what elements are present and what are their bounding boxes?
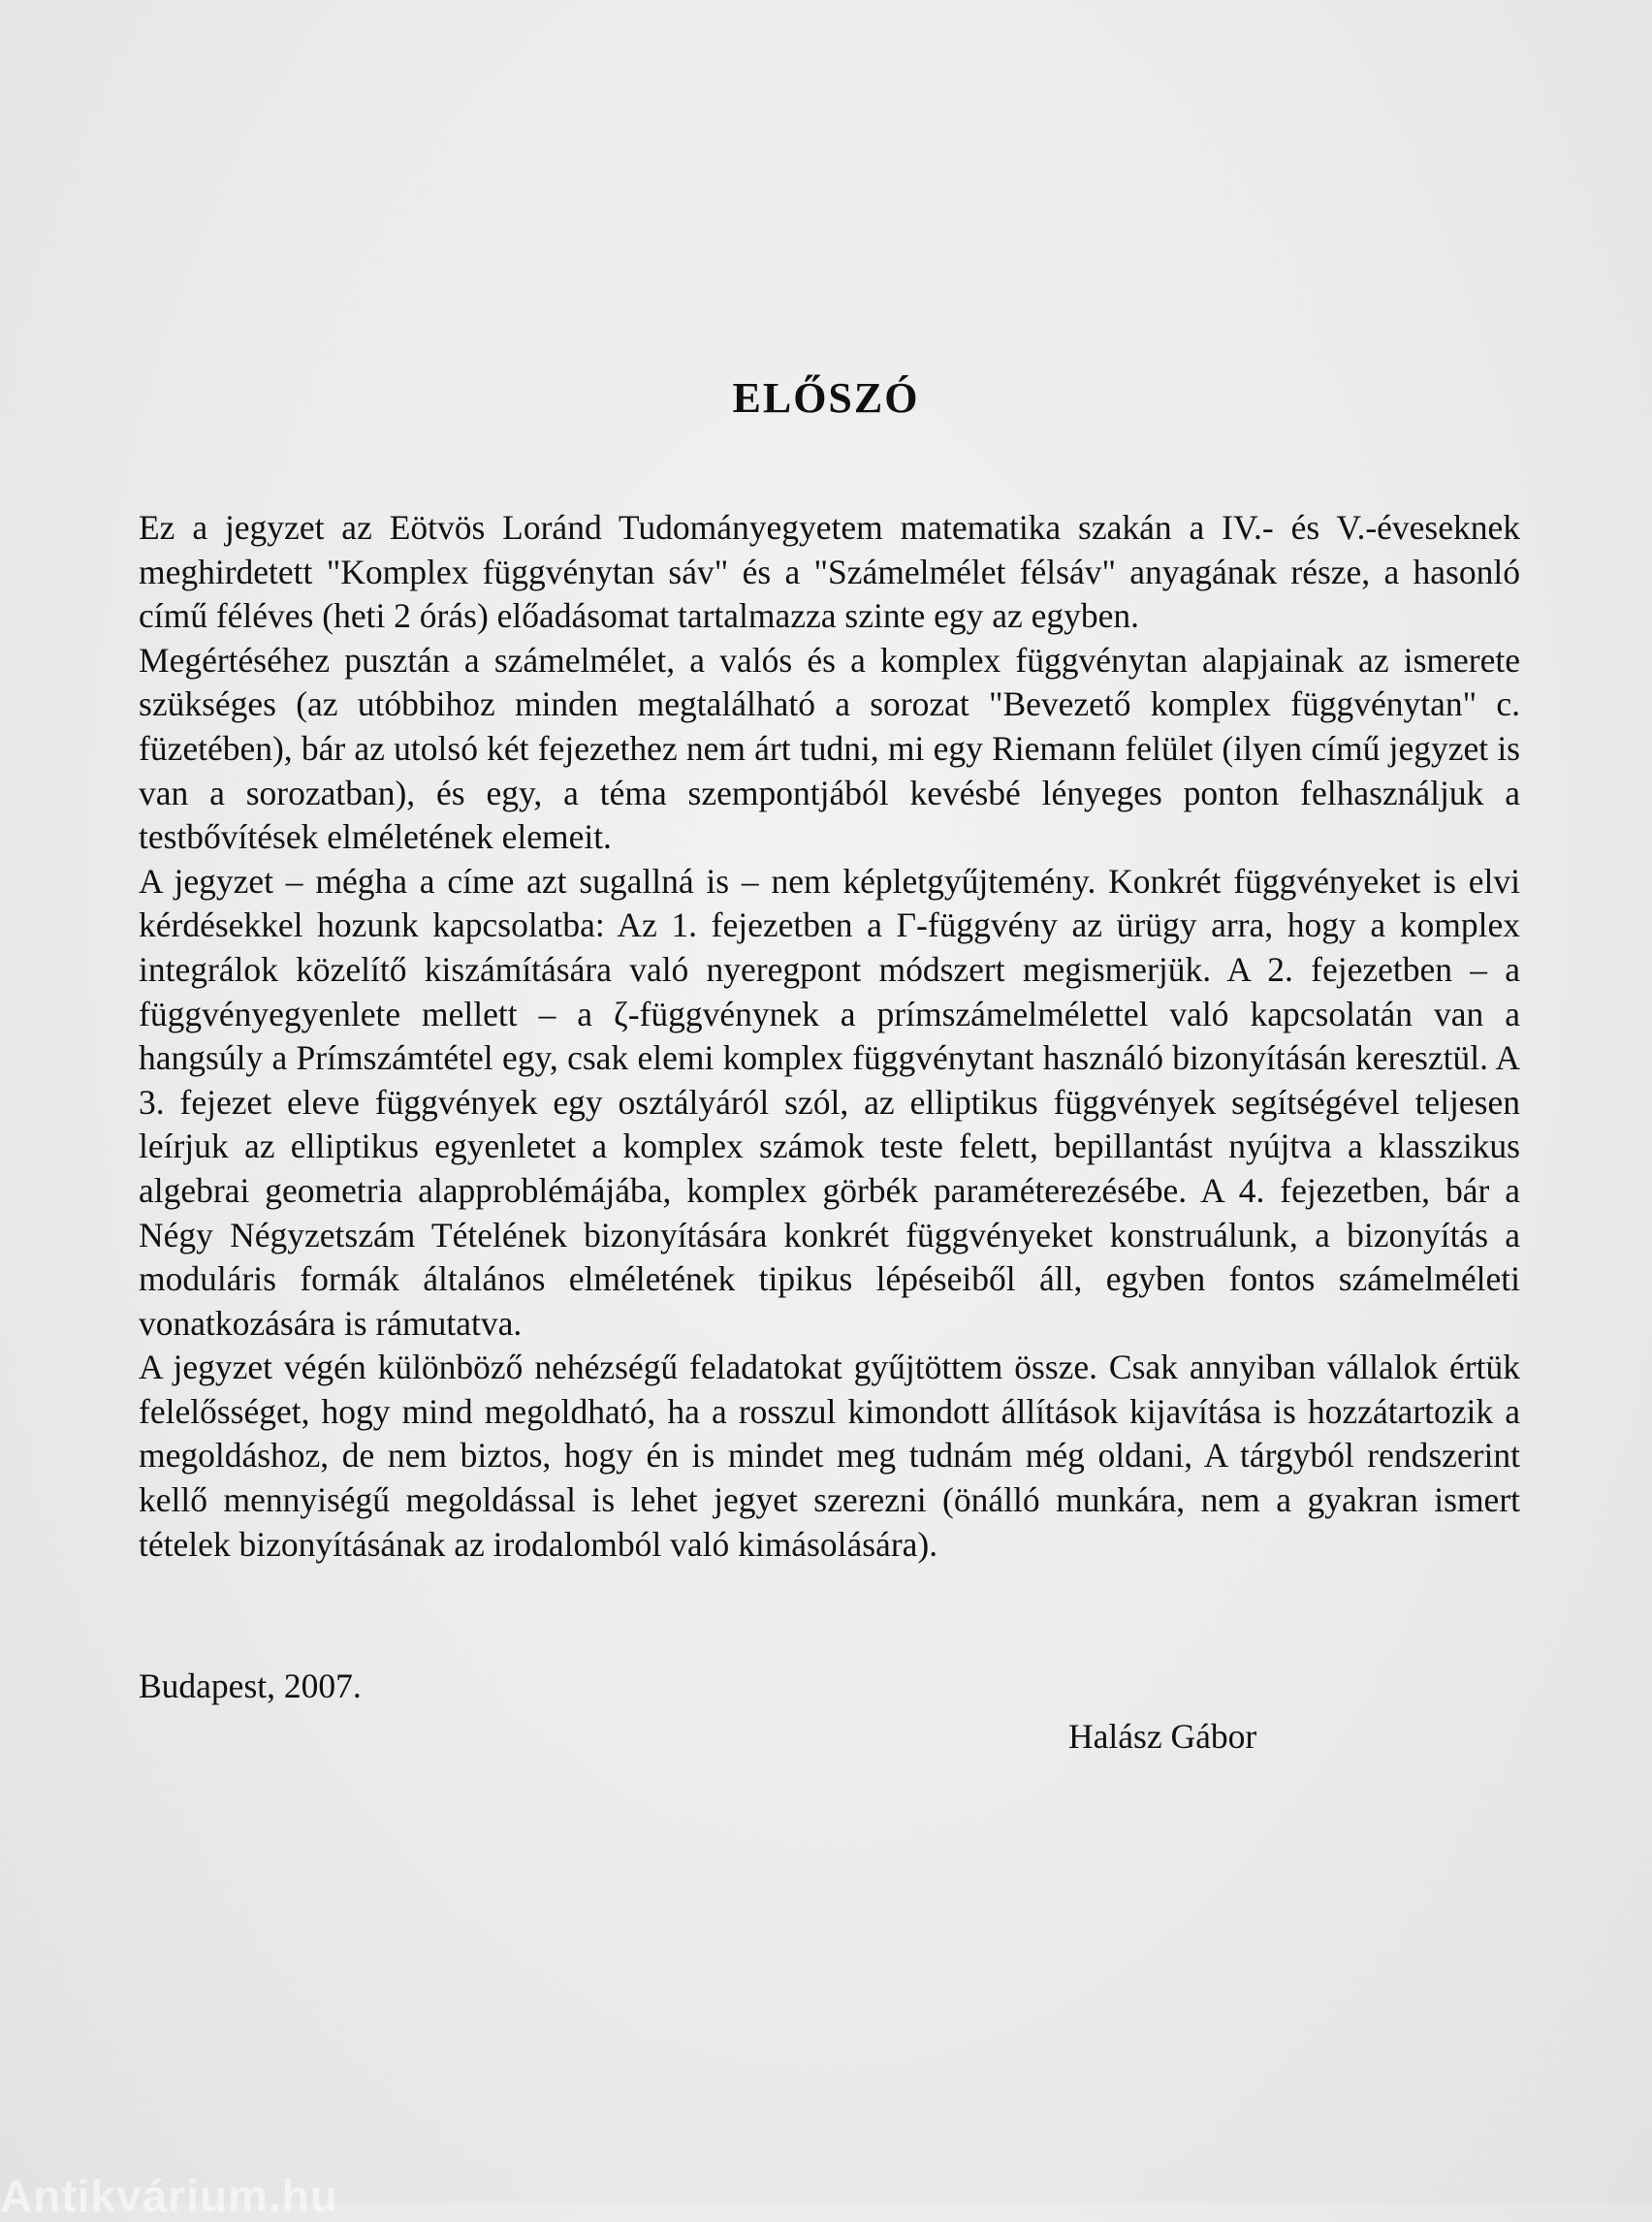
paragraph-1: Ez a jegyzet az Eötvös Loránd Tudományegyetem matematika szakán a IV.- és V.-éveseknek meghirdetett "Komplex függvénytan sáv" és a "Számelmélet félsáv" anyagának része, a hasonló című féléves (heti 2 órás) előadásomat tartalmazza szinte egy az egyben. [139, 508, 1520, 636]
author-signature: Halász Gábor [1068, 1717, 1257, 1756]
preface-body [139, 506, 1520, 1567]
paragraph-3: A jegyzet – mégha a címe azt sugallná is – nem képletgyűjtemény. Konkrét függvényeket is elvi kérdésekkel hozunk kapcsolatba: Az 1. fejezetben a Γ-függvény az ürügy arra, hogy a komplex integrálok közelítő kiszámítására való nyeregpont módszert megismerjük. A 2. fejezetben – a függvényegyenlete mellett – a ζ-függvénynek a prímszámelmélettel való kapcsolatán van a hangsúly a Prímszámtétel egy, csak elemi komplex függvénytant használó bizonyításán keresztül. A 3. fejezet eleve függvények egy osztályáról szól, az elliptikus függvények segítségével teljesen leírjuk az elliptikus egyenletet a komplex számok teste felett, bepillantást nyújtva a klasszikus algebrai geometria alapproblémájába, komplex görbék paraméterezésébe. A 4. fejezetben, bár a Négy Négyzetszám Tételének bizonyítására konkrét függvényeket konstruálunk, a bizonyítás a moduláris formák általános elméletének tipikus lépéseiből áll, egyben fontos számelméleti vonatkozására is rámutatva. [139, 861, 1520, 1343]
paragraph-4: A jegyzet végén különböző nehézségű feladatokat gyűjtöttem össze. Csak annyiban vállalok értük felelősséget, hogy mind megoldható, ha a rosszul kimondott állítások kijavítása is hozzátartozik a megoldáshoz, de nem biztos, hogy én is mindet meg tudnám még oldani, A tárgyból rendszerint kellő mennyiségű megoldással is lehet jegyet szerezni (önálló munkára, nem a gyakran ismert tételek bizonyításának az irodalomból való kimásolására). [139, 1348, 1520, 1564]
place-and-date: Budapest, 2007. [139, 1666, 362, 1705]
page-title: ELŐSZÓ [732, 374, 920, 422]
watermark: Antikvárium.hu [0, 2171, 338, 2221]
paragraph-2: Megértéséhez pusztán a számelmélet, a valós és a komplex függvénytan alapjainak az ismerete szükséges (az utóbbihoz minden megtalálható a sorozat "Bevezető komplex függvénytan" c. füzetében), bár az utolsó két fejezethez nem árt tudni, mi egy Riemann felület (ilyen című jegyzet is van a sorozatban), és egy, a téma szempontjából kevésbé lényeges ponton felhasználjuk a testbővítések elméletének elemeit. [139, 640, 1520, 857]
